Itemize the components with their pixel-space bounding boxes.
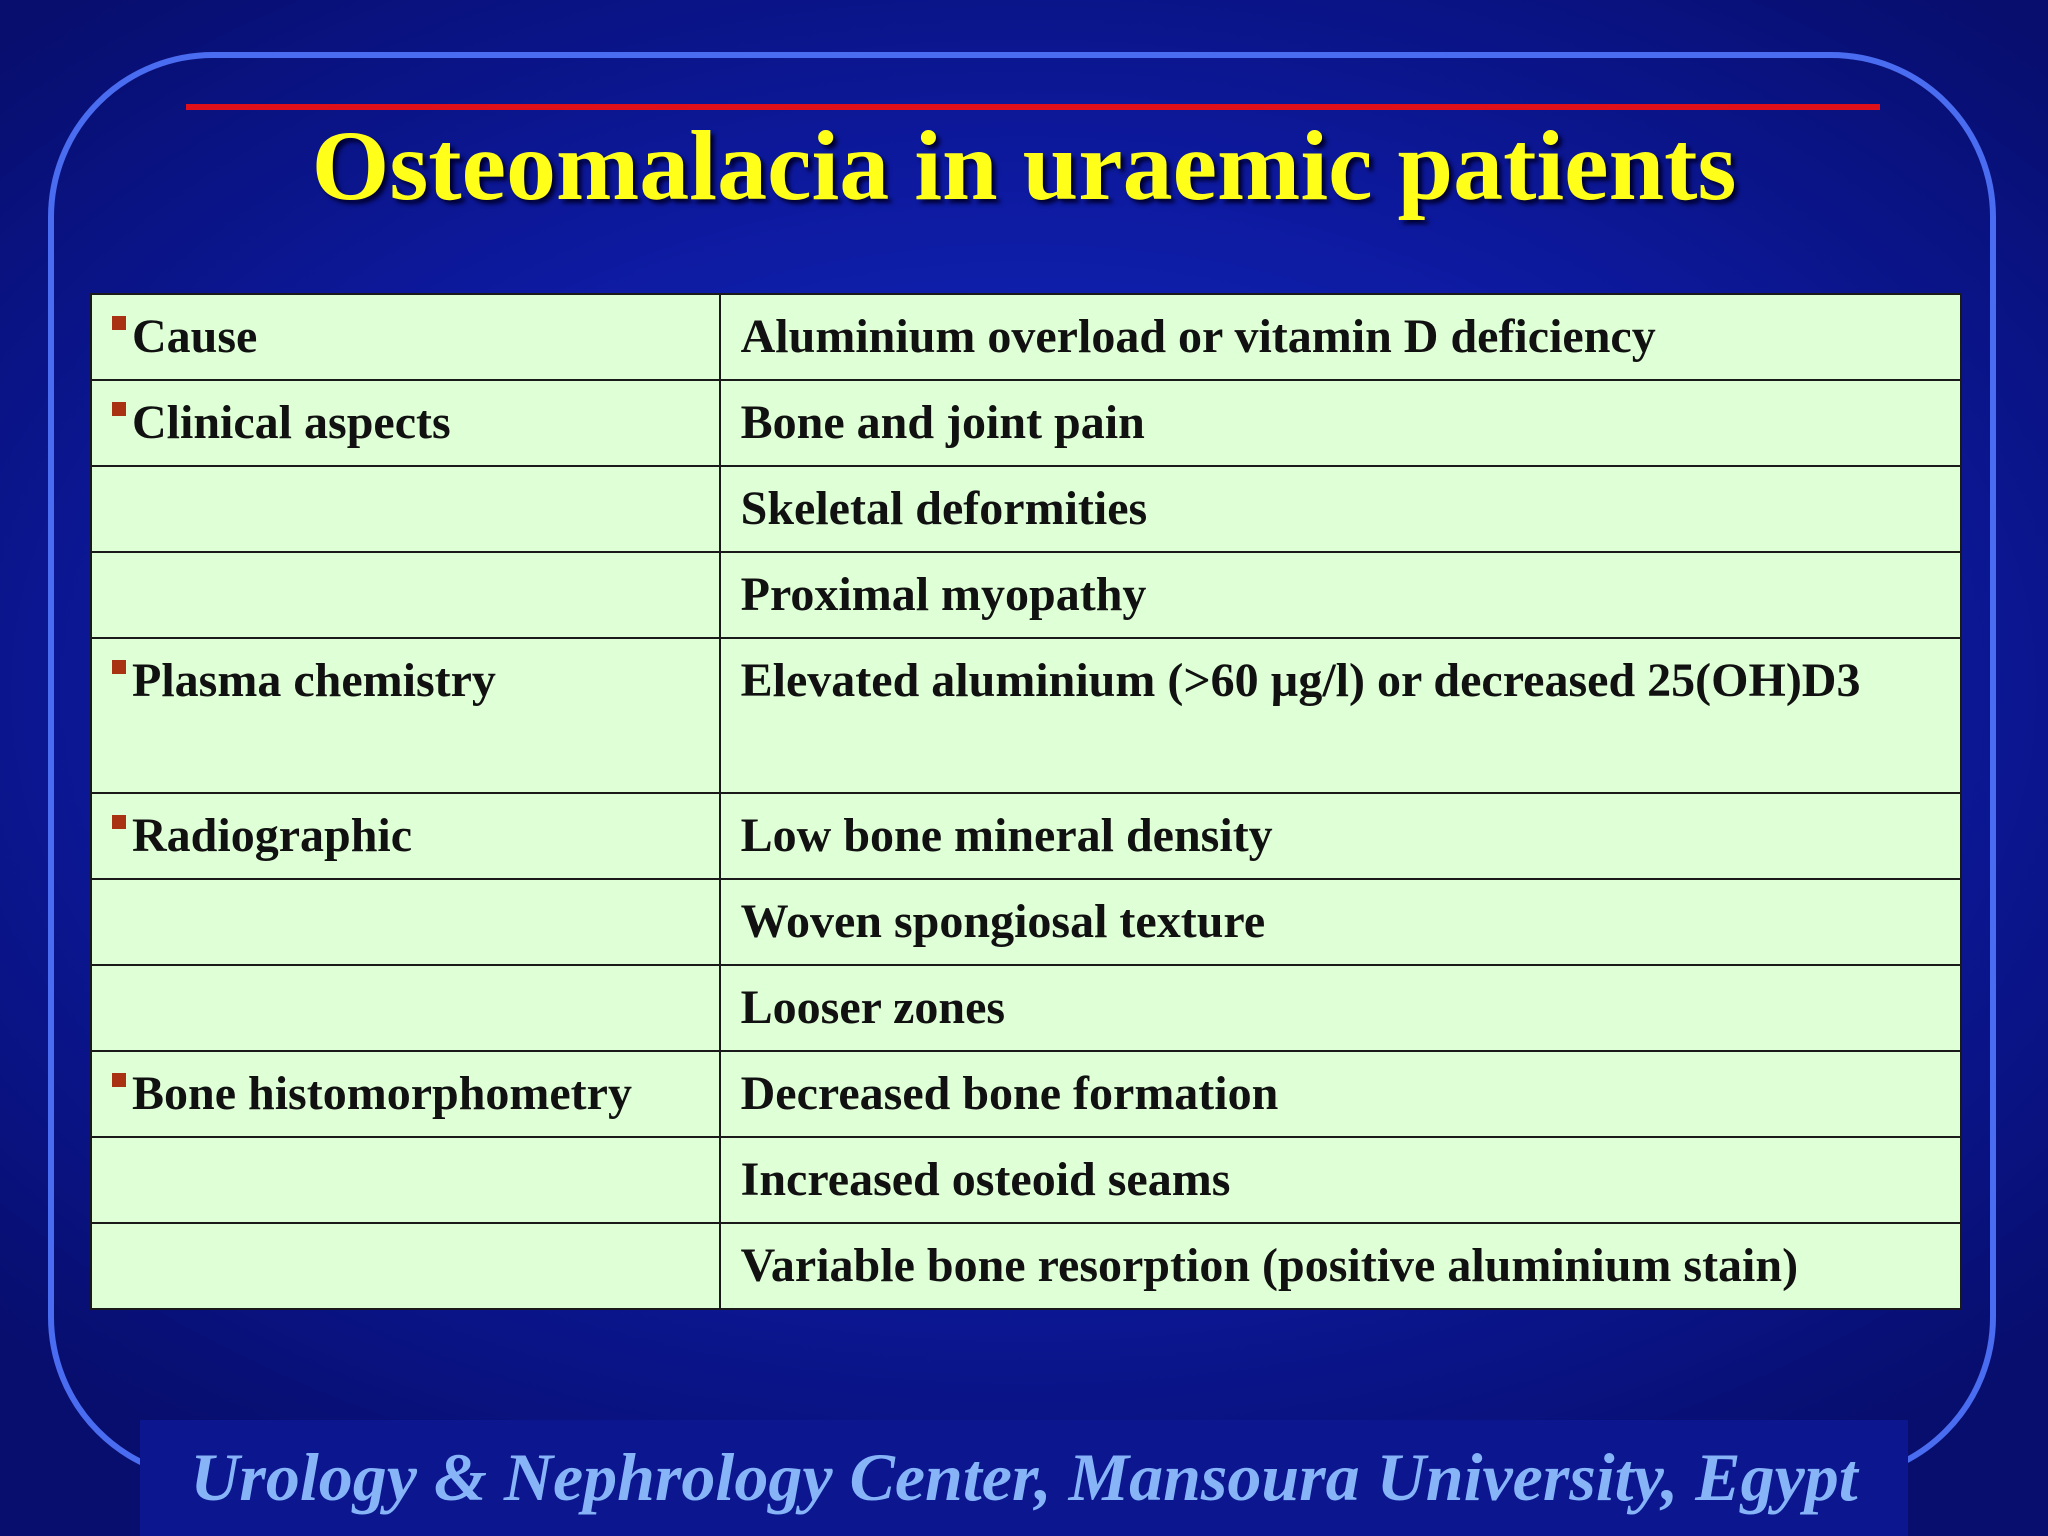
table-row bbox=[91, 294, 1961, 380]
category-label: Radiographic bbox=[132, 809, 413, 862]
category-label: Bone histomorphometry bbox=[132, 1067, 632, 1120]
category-cell bbox=[91, 466, 720, 552]
category-cell bbox=[91, 965, 720, 1051]
detail-cell: Variable bone resorption (positive aluminium stain) bbox=[720, 1223, 1961, 1309]
category-label: Clinical aspects bbox=[132, 396, 451, 449]
detail-cell: Elevated aluminium (>60 µg/l) or decreased 25(OH)D3 bbox=[720, 638, 1961, 793]
detail-cell: Low bone mineral density bbox=[720, 793, 1961, 879]
category-label: Plasma chemistry bbox=[132, 654, 496, 707]
table-row bbox=[91, 1137, 1961, 1223]
table-row bbox=[91, 380, 1961, 466]
detail-cell: Looser zones bbox=[720, 965, 1961, 1051]
slide-footer: Urology & Nephrology Center, Mansoura University, Egypt bbox=[190, 1439, 1858, 1515]
detail-cell: Skeletal deformities bbox=[720, 466, 1961, 552]
category-cell bbox=[91, 294, 720, 380]
category-cell bbox=[91, 1137, 720, 1223]
bullet-icon bbox=[112, 316, 126, 330]
slide-title: Osteomalacia in uraemic patients bbox=[311, 110, 1737, 221]
category-cell bbox=[91, 793, 720, 879]
category-cell bbox=[91, 1051, 720, 1137]
category-cell bbox=[91, 638, 720, 793]
detail-cell: Increased osteoid seams bbox=[720, 1137, 1961, 1223]
bullet-icon bbox=[112, 1073, 126, 1087]
table-row bbox=[91, 466, 1961, 552]
category-cell bbox=[91, 552, 720, 638]
detail-cell: Woven spongiosal texture bbox=[720, 879, 1961, 965]
bullet-icon bbox=[112, 660, 126, 674]
bullet-icon bbox=[112, 402, 126, 416]
detail-cell: Aluminium overload or vitamin D deficiency bbox=[720, 294, 1961, 380]
category-label: Cause bbox=[132, 310, 258, 363]
detail-cell: Bone and joint pain bbox=[720, 380, 1961, 466]
table-row bbox=[91, 1223, 1961, 1309]
content-table bbox=[90, 293, 1962, 1310]
category-cell bbox=[91, 879, 720, 965]
table-row bbox=[91, 793, 1961, 879]
content-table-wrap bbox=[90, 293, 1962, 1310]
table-row bbox=[91, 965, 1961, 1051]
category-cell bbox=[91, 380, 720, 466]
category-cell bbox=[91, 1223, 720, 1309]
table-row bbox=[91, 638, 1961, 793]
detail-cell: Proximal myopathy bbox=[720, 552, 1961, 638]
detail-cell: Decreased bone formation bbox=[720, 1051, 1961, 1137]
table-row bbox=[91, 879, 1961, 965]
bullet-icon bbox=[112, 815, 126, 829]
table-row bbox=[91, 1051, 1961, 1137]
table-row bbox=[91, 552, 1961, 638]
